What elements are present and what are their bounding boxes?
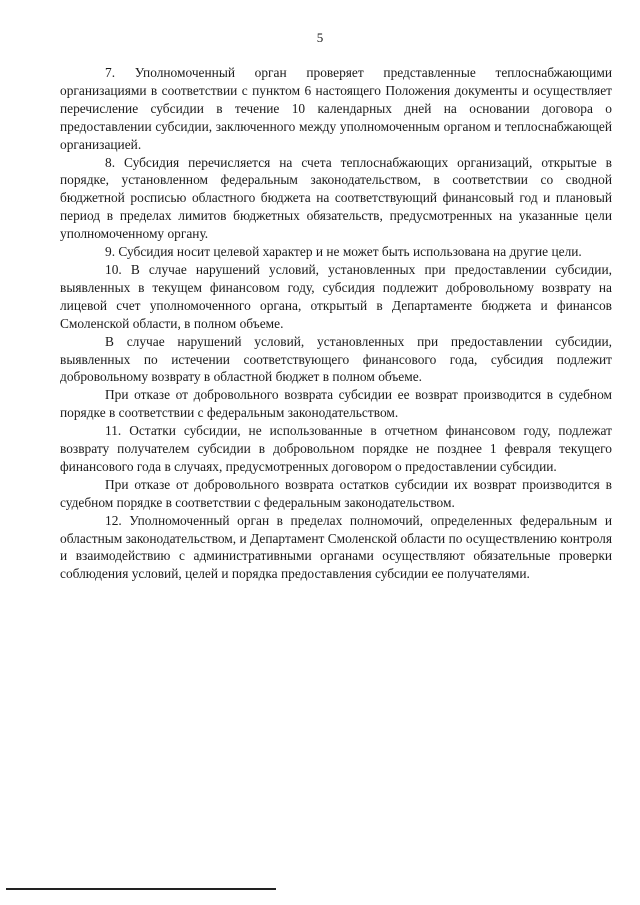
- page-number: 5: [316, 30, 324, 45]
- paragraph-10: 10. В случае нарушений условий, установленных при предоставлении субсидии, выявленных в текущем финансовом году, субсидия подлежит добровольному возврату на лицевой счет уполномоченного органа, открытый в Департаменте бюджета и финансов Смоленской области, в полном объеме.: [60, 261, 612, 331]
- paragraph-10-continued: В случае нарушений условий, установленных при предоставлении субсидии, выявленных по истечении соответствующего финансового года, субсидия подлежит добровольному возврату в областной бюджет в полном объеме.: [60, 333, 612, 385]
- paragraph-10-refusal: При отказе от добровольного возврата субсидии ее возврат производится в судебном порядке в соответствии с федеральным законодательством.: [60, 387, 612, 421]
- paragraph-7: 7. Уполномоченный орган проверяет представленные теплоснабжающими организациями в соответствии с пунктом 6 настоящего Положения документы и осуществляет перечисление субсидии в течение 10 календарных дней на основании договора о предоставлении субсидии, заключенного между уполномоченным органом и теплоснабжающей организацией.: [60, 65, 612, 152]
- document-body: [60, 64, 612, 583]
- paragraph-11-refusal: При отказе от добровольного возврата остатков субсидии их возврат производится в судебном порядке в соответствии с федеральным законодательством.: [60, 476, 612, 510]
- paragraph-12: 12. Уполномоченный орган в пределах полномочий, определенных федеральным и областным законодательством, и Департамент Смоленской области по осуществлению контроля и взаимодействию с административными органами осуществляют обязательные проверки соблюдения условий, целей и порядка предоставления субсидии ее получателями.: [60, 512, 612, 582]
- paragraph-11: 11. Остатки субсидии, не использованные в отчетном финансовом году, подлежат возврату получателем субсидии в добровольном порядке не позднее 1 февраля текущего финансового года в случаях, предусмотренных договором о предоставлении субсидии.: [60, 423, 612, 474]
- footer-rule: [6, 888, 276, 890]
- paragraph-8: 8. Субсидия перечисляется на счета теплоснабжающих организаций, открытые в порядке, установленном федеральным законодательством, в соответствии со сводной бюджетной росписью областного бюджета на соответствующий финансовый год и плановый период в пределах лимитов бюджетных обязательств, предусмотренных на указанные цели уполномоченному органу.: [60, 154, 612, 242]
- paragraph-9: 9. Субсидия носит целевой характер и не может быть использована на другие цели.: [105, 244, 582, 260]
